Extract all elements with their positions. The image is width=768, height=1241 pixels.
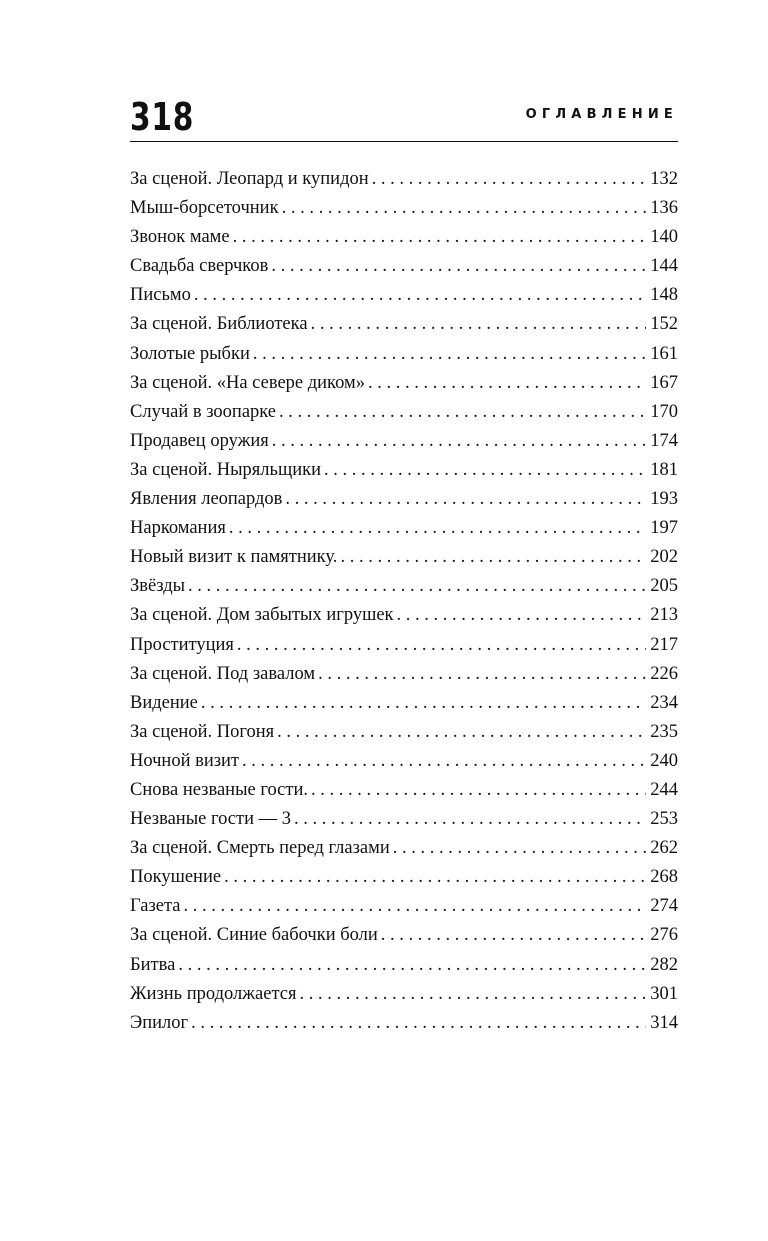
toc-entry-title: Новый визит к памятнику. xyxy=(130,547,338,568)
toc-entry[interactable] xyxy=(130,340,678,369)
dot-leader xyxy=(277,718,646,747)
toc-entry-title: Жизнь продолжается xyxy=(130,983,297,1004)
toc-entry-title: Мыш-борсеточник xyxy=(130,198,279,219)
toc-entry-page: 144 xyxy=(650,256,678,277)
toc-entry-page: 181 xyxy=(650,459,678,480)
dot-leader xyxy=(184,892,647,921)
toc-entry-title: За сценой. Под завалом xyxy=(130,663,316,684)
toc-entry-title: Золотые рыбки xyxy=(130,343,250,364)
dot-leader xyxy=(282,194,647,223)
dot-leader xyxy=(253,340,646,369)
toc-entry-page: 314 xyxy=(650,1012,678,1033)
dot-leader xyxy=(194,281,646,310)
toc-entry[interactable] xyxy=(130,631,678,660)
toc-entry-title: Незваные гости — 3 xyxy=(130,809,292,830)
toc-entry-title: Звёзды xyxy=(130,576,186,597)
toc-entry-page: 174 xyxy=(650,430,678,451)
dot-leader xyxy=(311,776,646,805)
toc-entry-title: Эпилог xyxy=(130,1012,189,1033)
header-rule xyxy=(130,141,678,142)
toc-entry[interactable] xyxy=(130,951,678,980)
dot-leader xyxy=(340,543,646,572)
toc-entry-page: 136 xyxy=(650,198,678,219)
toc-entry[interactable] xyxy=(130,369,678,398)
toc-entry-page: 213 xyxy=(650,605,678,626)
dot-leader xyxy=(381,921,646,950)
toc-entry-page: 202 xyxy=(650,547,678,568)
toc-entry[interactable] xyxy=(130,689,678,718)
toc-entry[interactable] xyxy=(130,834,678,863)
toc-entry-title: Наркомания xyxy=(130,518,226,539)
toc-entry-title: За сценой. Ныряльщики xyxy=(130,459,321,480)
toc-entry-title: Случай в зоопарке xyxy=(130,401,277,422)
dot-leader xyxy=(233,223,647,252)
toc-entry[interactable] xyxy=(130,427,678,456)
toc-entry[interactable] xyxy=(130,747,678,776)
toc-entry-page: 132 xyxy=(650,169,678,189)
toc-entry[interactable] xyxy=(130,398,678,427)
toc-entry-title: Покушение xyxy=(130,867,222,888)
toc-entry[interactable] xyxy=(130,281,678,310)
toc-entry-title: Письмо xyxy=(130,285,191,306)
toc-entry-page: 161 xyxy=(650,343,678,364)
toc-entry-title: За сценой. Библиотека xyxy=(130,314,308,335)
toc-entry-page: 276 xyxy=(650,925,678,946)
table-of-contents xyxy=(130,165,678,1038)
toc-entry-title: За сценой. Леопард и купидон xyxy=(130,169,369,189)
toc-entry[interactable] xyxy=(130,1009,678,1038)
running-head: ОГЛАВЛЕНИЕ xyxy=(525,107,678,122)
toc-entry-page: 235 xyxy=(650,721,678,742)
dot-leader xyxy=(311,310,647,339)
toc-entry[interactable] xyxy=(130,776,678,805)
toc-entry[interactable] xyxy=(130,921,678,950)
toc-entry-title: За сценой. «На севере диком» xyxy=(130,372,365,393)
toc-entry-page: 253 xyxy=(650,809,678,830)
toc-entry[interactable] xyxy=(130,485,678,514)
dot-leader xyxy=(242,747,646,776)
toc-entry[interactable] xyxy=(130,980,678,1009)
toc-entry[interactable] xyxy=(130,252,678,281)
dot-leader xyxy=(368,369,646,398)
dot-leader xyxy=(224,863,646,892)
toc-entry-title: Продавец оружия xyxy=(130,430,269,451)
toc-entry-page: 170 xyxy=(650,401,678,422)
dot-leader xyxy=(191,1009,646,1038)
toc-entry[interactable] xyxy=(130,223,678,252)
toc-entry-title: Битва xyxy=(130,954,176,975)
dot-leader xyxy=(237,631,646,660)
toc-entry-page: 282 xyxy=(650,954,678,975)
toc-entry[interactable] xyxy=(130,805,678,834)
dot-leader xyxy=(397,601,647,630)
toc-entry-page: 301 xyxy=(650,983,678,1004)
toc-entry-title: За сценой. Погоня xyxy=(130,721,275,742)
toc-entry[interactable] xyxy=(130,165,678,194)
toc-entry[interactable] xyxy=(130,572,678,601)
dot-leader xyxy=(300,980,647,1009)
toc-entry[interactable] xyxy=(130,310,678,339)
toc-entry-page: 140 xyxy=(650,227,678,248)
toc-entry-page: 193 xyxy=(650,489,678,510)
toc-entry-title: Явления леопардов xyxy=(130,489,283,510)
dot-leader xyxy=(324,456,646,485)
toc-entry-page: 152 xyxy=(650,314,678,335)
toc-entry[interactable] xyxy=(130,892,678,921)
toc-entry-page: 226 xyxy=(650,663,678,684)
toc-entry[interactable] xyxy=(130,514,678,543)
toc-entry-title: За сценой. Синие бабочки боли xyxy=(130,925,378,946)
dot-leader xyxy=(294,805,646,834)
dot-leader xyxy=(285,485,646,514)
page-number: 318 xyxy=(130,95,195,139)
toc-entry-title: Газета xyxy=(130,896,181,917)
toc-entry-page: 205 xyxy=(650,576,678,597)
toc-entry-page: 234 xyxy=(650,692,678,713)
toc-entry-title: Свадьба сверчков xyxy=(130,256,269,277)
toc-entry-title: За сценой. Дом забытых игрушек xyxy=(130,605,394,626)
dot-leader xyxy=(178,951,646,980)
toc-entry-title: Видение xyxy=(130,692,198,713)
toc-entry-title: Звонок маме xyxy=(130,227,230,248)
toc-entry-page: 244 xyxy=(650,779,678,800)
toc-entry[interactable] xyxy=(130,718,678,747)
toc-entry-page: 274 xyxy=(650,896,678,917)
dot-leader xyxy=(188,572,646,601)
toc-entry-page: 268 xyxy=(650,867,678,888)
dot-leader xyxy=(272,427,646,456)
dot-leader xyxy=(318,660,646,689)
toc-entry-page: 167 xyxy=(650,372,678,393)
dot-leader xyxy=(229,514,646,543)
toc-entry-page: 262 xyxy=(650,838,678,859)
dot-leader xyxy=(201,689,646,718)
toc-entry[interactable] xyxy=(130,863,678,892)
toc-entry-page: 148 xyxy=(650,285,678,306)
dot-leader xyxy=(372,165,647,194)
toc-entry[interactable] xyxy=(130,601,678,630)
toc-entry-title: Ночной визит xyxy=(130,750,240,771)
toc-entry[interactable] xyxy=(130,456,678,485)
dot-leader xyxy=(271,252,646,281)
dot-leader xyxy=(279,398,646,427)
toc-entry-page: 240 xyxy=(650,750,678,771)
toc-entry-page: 217 xyxy=(650,634,678,655)
toc-entry[interactable] xyxy=(130,660,678,689)
toc-entry[interactable] xyxy=(130,543,678,572)
toc-entry-title: Снова незваные гости. xyxy=(130,779,308,800)
toc-entry[interactable] xyxy=(130,194,678,223)
toc-entry-title: Проституция xyxy=(130,634,234,655)
toc-entry-page: 197 xyxy=(650,518,678,539)
toc-entry-title: За сценой. Смерть перед глазами xyxy=(130,838,390,859)
dot-leader xyxy=(393,834,647,863)
